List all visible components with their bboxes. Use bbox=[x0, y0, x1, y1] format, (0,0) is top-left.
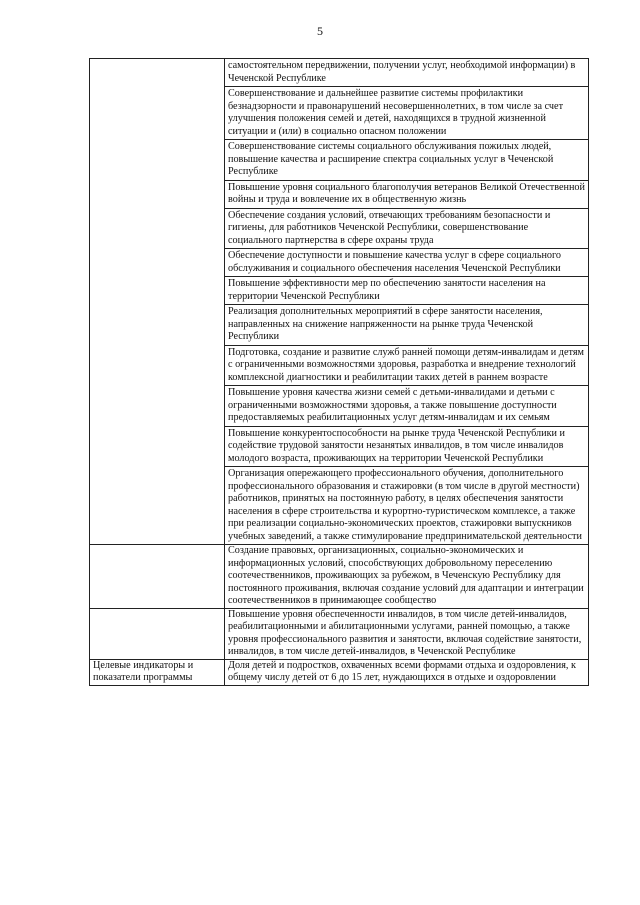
page-number: 5 bbox=[317, 24, 323, 38]
task-item: Повышение конкурентоспособности на рынке труда Чеченской Республики и содействие трудовой занятости незанятых инвалидов, в том числе инвалидов молодого возраста, проживающих на территории Чеченской Республики bbox=[225, 426, 588, 467]
task-item: Организация опережающего профессионального обучения, дополнительного профессионального образования и стажировки (в том числе в другой местности) работников, принятых на постоянную работу, в целях обеспечения занятости населения в сфере строительства и курортно-туристическом комплексе, а также при реализации социально-экономических проектов, стажировки выпускников учебных заведений, а также стимулирование предпринимательской деятельности bbox=[225, 466, 588, 544]
table-row bbox=[90, 545, 589, 609]
empty-left-cell bbox=[90, 59, 225, 545]
table-row bbox=[90, 659, 589, 685]
task-cell: Создание правовых, организационных, социально-экономических и информационных условий, способствующих добровольному переселению соотечественников, проживающих за рубежом, в Чеченскую Республику для постоянного проживания, включая создание условий для адаптации и интеграции соотечественников в принимающее сообщество bbox=[225, 545, 589, 609]
task-item: Повышение уровня качества жизни семей с детьми-инвалидами и детьми с ограниченными возможностями здоровья, а также повышение доступности предоставляемых реабилитационных услуг детям-инвалидам и их семьям bbox=[225, 385, 588, 426]
program-table bbox=[89, 58, 589, 686]
task-cell: Повышение уровня обеспеченности инвалидов, в том числе детей-инвалидов, реабилитационными и абилитационными услугами, ранней помощью, а также уровня профессионального развития и занятости, включая содействие занятости, инвалидов, в том числе детей-инвалидов, в Чеченской Республике bbox=[225, 608, 589, 659]
empty-left-cell bbox=[90, 545, 225, 609]
empty-left-cell bbox=[90, 608, 225, 659]
task-item: Обеспечение создания условий, отвечающих требованиям безопасности и гигиены, для работников Чеченской Республики, совершенствование социального партнерства в сфере охраны труда bbox=[225, 208, 588, 249]
table-row bbox=[90, 608, 589, 659]
tasks-cell bbox=[225, 59, 589, 545]
task-item: Реализация дополнительных мероприятий в сфере занятости населения, направленных на снижение напряженности на рынке труда Чеченской Республики bbox=[225, 304, 588, 345]
task-item: Повышение эффективности мер по обеспечению занятости населения на территории Чеченской Республики bbox=[225, 276, 588, 304]
task-item: самостоятельном передвижении, получении услуг, необходимой информации) в Чеченской Республике bbox=[228, 60, 576, 84]
table-row bbox=[90, 59, 589, 545]
task-item: Обеспечение доступности и повышение качества услуг в сфере социального обслуживания и социального обеспечения населения Чеченской Республики bbox=[225, 248, 588, 276]
tasks-list bbox=[228, 59, 585, 544]
task-item: Совершенствование системы социального обслуживания пожилых людей, повышение качества и расширение спектра социальных услуг в Чеченской Республике bbox=[225, 139, 588, 180]
task-item: Совершенствование и дальнейшее развитие системы профилактики безнадзорности и правонарушений несовершеннолетних, в том числе за счет улучшения положения семей и детей, находящихся в трудной жизненной ситуации и (или) в социально опасном положении bbox=[225, 86, 588, 139]
indicators-label-cell: Целевые индикаторы и показатели программы bbox=[90, 659, 225, 685]
task-item: Повышение уровня социального благополучия ветеранов Великой Отечественной войны и труда и вовлечение их в общественную жизнь bbox=[225, 180, 588, 208]
indicators-text-cell: Доля детей и подростков, охваченных всеми формами отдыха и оздоровления, к общему числу детей от 6 до 15 лет, нуждающихся в отдыхе и оздоровлении bbox=[225, 659, 589, 685]
task-item: Подготовка, создание и развитие служб ранней помощи детям-инвалидам и детям с ограниченными возможностями здоровья, разработка и внедрение технологий комплексной диагностики и реабилитации таких детей в раннем возрасте bbox=[225, 345, 588, 386]
